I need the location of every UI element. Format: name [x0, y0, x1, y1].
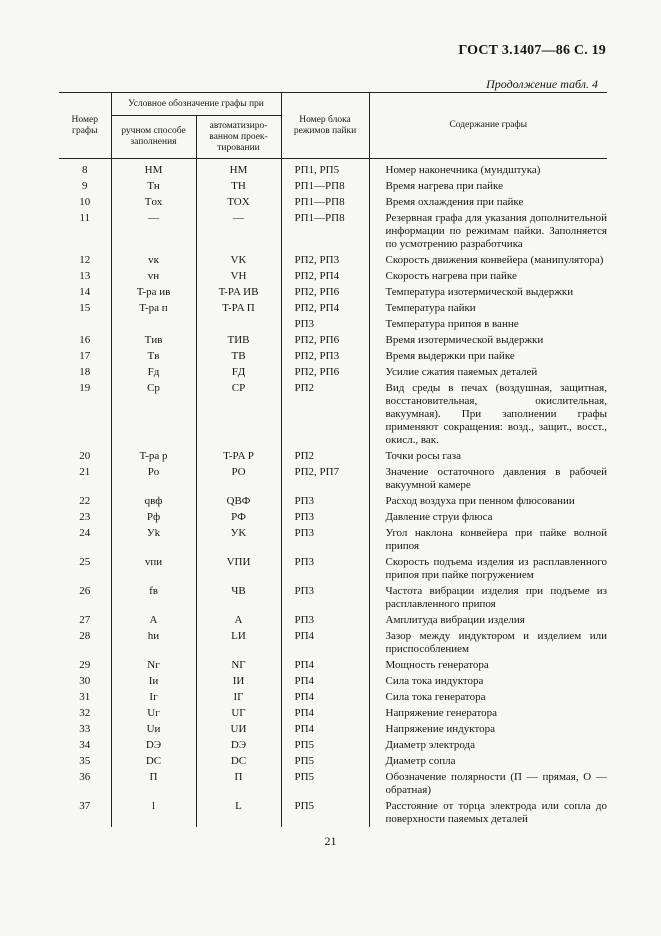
block-number: РП2, РП6: [281, 284, 369, 300]
automated-designation: T-PA ИВ: [196, 284, 281, 300]
manual-designation: vн: [111, 268, 196, 284]
block-number: РП4: [281, 628, 369, 657]
manual-designation: T-ра р: [111, 448, 196, 464]
graph-content: Амплитуда вибрации изделия: [385, 614, 525, 626]
table-row: [59, 300, 607, 316]
table-row: [59, 380, 607, 448]
manual-designation: Tв: [111, 348, 196, 364]
manual-designation: fв: [111, 583, 196, 612]
manual-designation: Uг: [111, 705, 196, 721]
manual-designation: Iг: [111, 689, 196, 705]
row-number: 12: [59, 252, 111, 268]
table-row: [59, 657, 607, 673]
graph-content: Зазор между индуктором и изделием или приспособлением: [385, 630, 607, 655]
graph-content: Вид среды в печах (воздушная, защитная, восстановительная, окислительная, вакуумная). При заполнении графы применяют сокращения: возд., защит., восст., окисл., вак.: [385, 382, 607, 446]
block-number: РП5: [281, 753, 369, 769]
table-row: [59, 268, 607, 284]
row-number: 17: [59, 348, 111, 364]
table-row: [59, 178, 607, 194]
graph-content: Давление струи флюса: [385, 511, 493, 523]
row-number: 15: [59, 300, 111, 316]
table-row: [59, 753, 607, 769]
table-row: [59, 689, 607, 705]
graph-content: Температура изотермической выдержки: [385, 286, 574, 298]
automated-designation: HM: [196, 159, 281, 179]
header-manual: ручном способе заполнения: [111, 116, 196, 159]
table-row: [59, 509, 607, 525]
page-header: ГОСТ 3.1407—86 С. 19: [458, 43, 606, 58]
row-number: 37: [59, 798, 111, 827]
graph-designation-table: [59, 92, 607, 827]
automated-designation: DЭ: [196, 737, 281, 753]
table-row: [59, 737, 607, 753]
block-number: РП1, РП5: [281, 159, 369, 179]
table-row: [59, 252, 607, 268]
row-number: 35: [59, 753, 111, 769]
manual-designation: Pо: [111, 464, 196, 493]
automated-designation: VПИ: [196, 554, 281, 583]
row-number: 34: [59, 737, 111, 753]
row-number: 33: [59, 721, 111, 737]
table-row: [59, 210, 607, 252]
table-row: [59, 673, 607, 689]
table-body: [59, 159, 607, 828]
manual-designation: T-ра ив: [111, 284, 196, 300]
automated-designation: A: [196, 612, 281, 628]
row-number: 26: [59, 583, 111, 612]
block-number: РП2: [281, 380, 369, 448]
table-row: [59, 284, 607, 300]
block-number: РП2, РП3: [281, 348, 369, 364]
graph-content: Диаметр электрода: [385, 739, 476, 751]
table-row: [59, 316, 607, 332]
table-row: [59, 705, 607, 721]
row-number: 10: [59, 194, 111, 210]
graph-content: Усилие сжатия паяемых деталей: [385, 366, 538, 378]
automated-designation: П: [196, 769, 281, 798]
automated-designation: PO: [196, 464, 281, 493]
automated-designation: PФ: [196, 509, 281, 525]
block-number: РП2, РП3: [281, 252, 369, 268]
graph-content: Скорость движения конвейера (манипулятора): [385, 254, 604, 266]
automated-designation: VH: [196, 268, 281, 284]
page-number: 21: [324, 834, 337, 848]
table-row: [59, 493, 607, 509]
row-number: 11: [59, 210, 111, 252]
automated-designation: NГ: [196, 657, 281, 673]
row-number: 18: [59, 364, 111, 380]
block-number: РП3: [281, 316, 369, 332]
table-row: [59, 348, 607, 364]
manual-designation: —: [111, 210, 196, 252]
automated-designation: T-PA П: [196, 300, 281, 316]
row-number: 25: [59, 554, 111, 583]
manual-designation: Уk: [111, 525, 196, 554]
block-number: РП4: [281, 721, 369, 737]
graph-content: Напряжение индуктора: [385, 723, 495, 735]
manual-designation: [111, 316, 196, 332]
header-number: Номер графы: [59, 93, 111, 159]
manual-designation: Cp: [111, 380, 196, 448]
block-number: РП2, РП6: [281, 332, 369, 348]
graph-content: Напряжение генератора: [385, 707, 498, 719]
graph-content: Скорость нагрева при пайке: [385, 270, 517, 282]
header-content: Содержание графы: [449, 120, 528, 130]
block-number: РП4: [281, 657, 369, 673]
manual-designation: qвф: [111, 493, 196, 509]
block-number: РП5: [281, 769, 369, 798]
block-number: РП1—РП8: [281, 210, 369, 252]
header-block: Номер блока режимов пайки: [281, 93, 369, 159]
manual-designation: Pф: [111, 509, 196, 525]
graph-content: Мощность генератора: [385, 659, 489, 671]
manual-designation: Tив: [111, 332, 196, 348]
block-number: РП4: [281, 705, 369, 721]
automated-designation: ЧВ: [196, 583, 281, 612]
row-number: 9: [59, 178, 111, 194]
manual-designation: DC: [111, 753, 196, 769]
block-number: РП2, РП6: [281, 364, 369, 380]
table-row: [59, 159, 607, 179]
block-number: РП5: [281, 798, 369, 827]
row-number: 19: [59, 380, 111, 448]
automated-designation: FД: [196, 364, 281, 380]
row-number: 8: [59, 159, 111, 179]
manual-designation: Nг: [111, 657, 196, 673]
table-continuation-label: Продолжение табл. 4: [486, 77, 598, 91]
automated-designation: L: [196, 798, 281, 827]
manual-designation: Uи: [111, 721, 196, 737]
row-number: 23: [59, 509, 111, 525]
automated-designation: DC: [196, 753, 281, 769]
automated-designation: T-PA P: [196, 448, 281, 464]
manual-designation: hи: [111, 628, 196, 657]
row-number: 28: [59, 628, 111, 657]
graph-content: Сила тока генератора: [385, 691, 486, 703]
graph-content: Расстояние от торца электрода или сопла до поверхности паяемых деталей: [385, 800, 607, 825]
block-number: РП4: [281, 673, 369, 689]
manual-designation: A: [111, 612, 196, 628]
row-number: 22: [59, 493, 111, 509]
block-number: РП3: [281, 583, 369, 612]
manual-designation: Tн: [111, 178, 196, 194]
block-number: РП3: [281, 509, 369, 525]
manual-designation: vк: [111, 252, 196, 268]
block-number: РП2, РП4: [281, 300, 369, 316]
row-number: [59, 316, 111, 332]
graph-content: Время охлаждения при пайке: [385, 196, 524, 208]
block-number: РП3: [281, 493, 369, 509]
graph-content: Температура пайки: [385, 302, 476, 314]
block-number: РП4: [281, 689, 369, 705]
table-row: [59, 554, 607, 583]
automated-designation: VK: [196, 252, 281, 268]
row-number: 13: [59, 268, 111, 284]
row-number: 30: [59, 673, 111, 689]
row-number: 31: [59, 689, 111, 705]
automated-designation: УK: [196, 525, 281, 554]
graph-content: Время выдержки при пайке: [385, 350, 515, 362]
block-number: РП2: [281, 448, 369, 464]
block-number: РП2, РП4: [281, 268, 369, 284]
graph-content: Температура припоя в ванне: [385, 318, 519, 330]
table-row: [59, 464, 607, 493]
automated-designation: UГ: [196, 705, 281, 721]
graph-content: Значение остаточного давления в рабочей вакуумной камере: [385, 466, 607, 491]
automated-designation: QВФ: [196, 493, 281, 509]
graph-content: Обозначение полярности (П — прямая, О — обратная): [385, 771, 607, 796]
row-number: 29: [59, 657, 111, 673]
automated-designation: IИ: [196, 673, 281, 689]
row-number: 27: [59, 612, 111, 628]
row-number: 24: [59, 525, 111, 554]
manual-designation: vпи: [111, 554, 196, 583]
graph-content: Расход воздуха при пенном флюсовании: [385, 495, 575, 507]
block-number: РП3: [281, 525, 369, 554]
graph-content: Резервная графа для указания дополнительной информации по режимам пайки. Заполняется по усмотрению разработчика: [385, 212, 607, 250]
block-number: РП1—РП8: [281, 194, 369, 210]
manual-designation: Tох: [111, 194, 196, 210]
table-row: [59, 721, 607, 737]
table-row: [59, 798, 607, 827]
table-row: [59, 769, 607, 798]
automated-designation: TИВ: [196, 332, 281, 348]
table-row: [59, 194, 607, 210]
manual-designation: Iи: [111, 673, 196, 689]
table-row: [59, 332, 607, 348]
manual-designation: Fд: [111, 364, 196, 380]
header-automated: автоматизиро- ванном проек- тировании: [196, 116, 281, 159]
automated-designation: [196, 316, 281, 332]
manual-designation: l: [111, 798, 196, 827]
row-number: 21: [59, 464, 111, 493]
block-number: РП2, РП7: [281, 464, 369, 493]
manual-designation: П: [111, 769, 196, 798]
graph-content: Время нагрева при пайке: [385, 180, 503, 192]
manual-designation: DЭ: [111, 737, 196, 753]
graph-content: Диаметр сопла: [385, 755, 456, 767]
manual-designation: HM: [111, 159, 196, 179]
table-row: [59, 448, 607, 464]
block-number: РП3: [281, 612, 369, 628]
row-number: 36: [59, 769, 111, 798]
automated-designation: IГ: [196, 689, 281, 705]
automated-designation: CP: [196, 380, 281, 448]
table-row: [59, 628, 607, 657]
block-number: РП1—РП8: [281, 178, 369, 194]
block-number: РП3: [281, 554, 369, 583]
automated-designation: TH: [196, 178, 281, 194]
graph-content: Время изотермической выдержки: [385, 334, 544, 346]
graph-content: Угол наклона конвейера при пайке волной припоя: [385, 527, 607, 552]
graph-content: Точки росы газа: [385, 450, 462, 462]
row-number: 14: [59, 284, 111, 300]
header-designation: Условное обозначение графы при: [111, 93, 281, 116]
row-number: 16: [59, 332, 111, 348]
automated-designation: LИ: [196, 628, 281, 657]
table-row: [59, 612, 607, 628]
graph-content: Сила тока индуктора: [385, 675, 484, 687]
row-number: 20: [59, 448, 111, 464]
table-row: [59, 364, 607, 380]
automated-designation: —: [196, 210, 281, 252]
table-row: [59, 525, 607, 554]
table-row: [59, 583, 607, 612]
automated-designation: UИ: [196, 721, 281, 737]
automated-designation: TB: [196, 348, 281, 364]
graph-content: Скорость подъема изделия из расплавленного припоя при пайке погружением: [385, 556, 607, 581]
block-number: РП5: [281, 737, 369, 753]
graph-content: Частота вибрации изделия при подъеме из расплавленного припоя: [385, 585, 607, 610]
graph-content: Номер наконечника (мундштука): [385, 164, 541, 176]
automated-designation: TOX: [196, 194, 281, 210]
row-number: 32: [59, 705, 111, 721]
manual-designation: T-ра п: [111, 300, 196, 316]
